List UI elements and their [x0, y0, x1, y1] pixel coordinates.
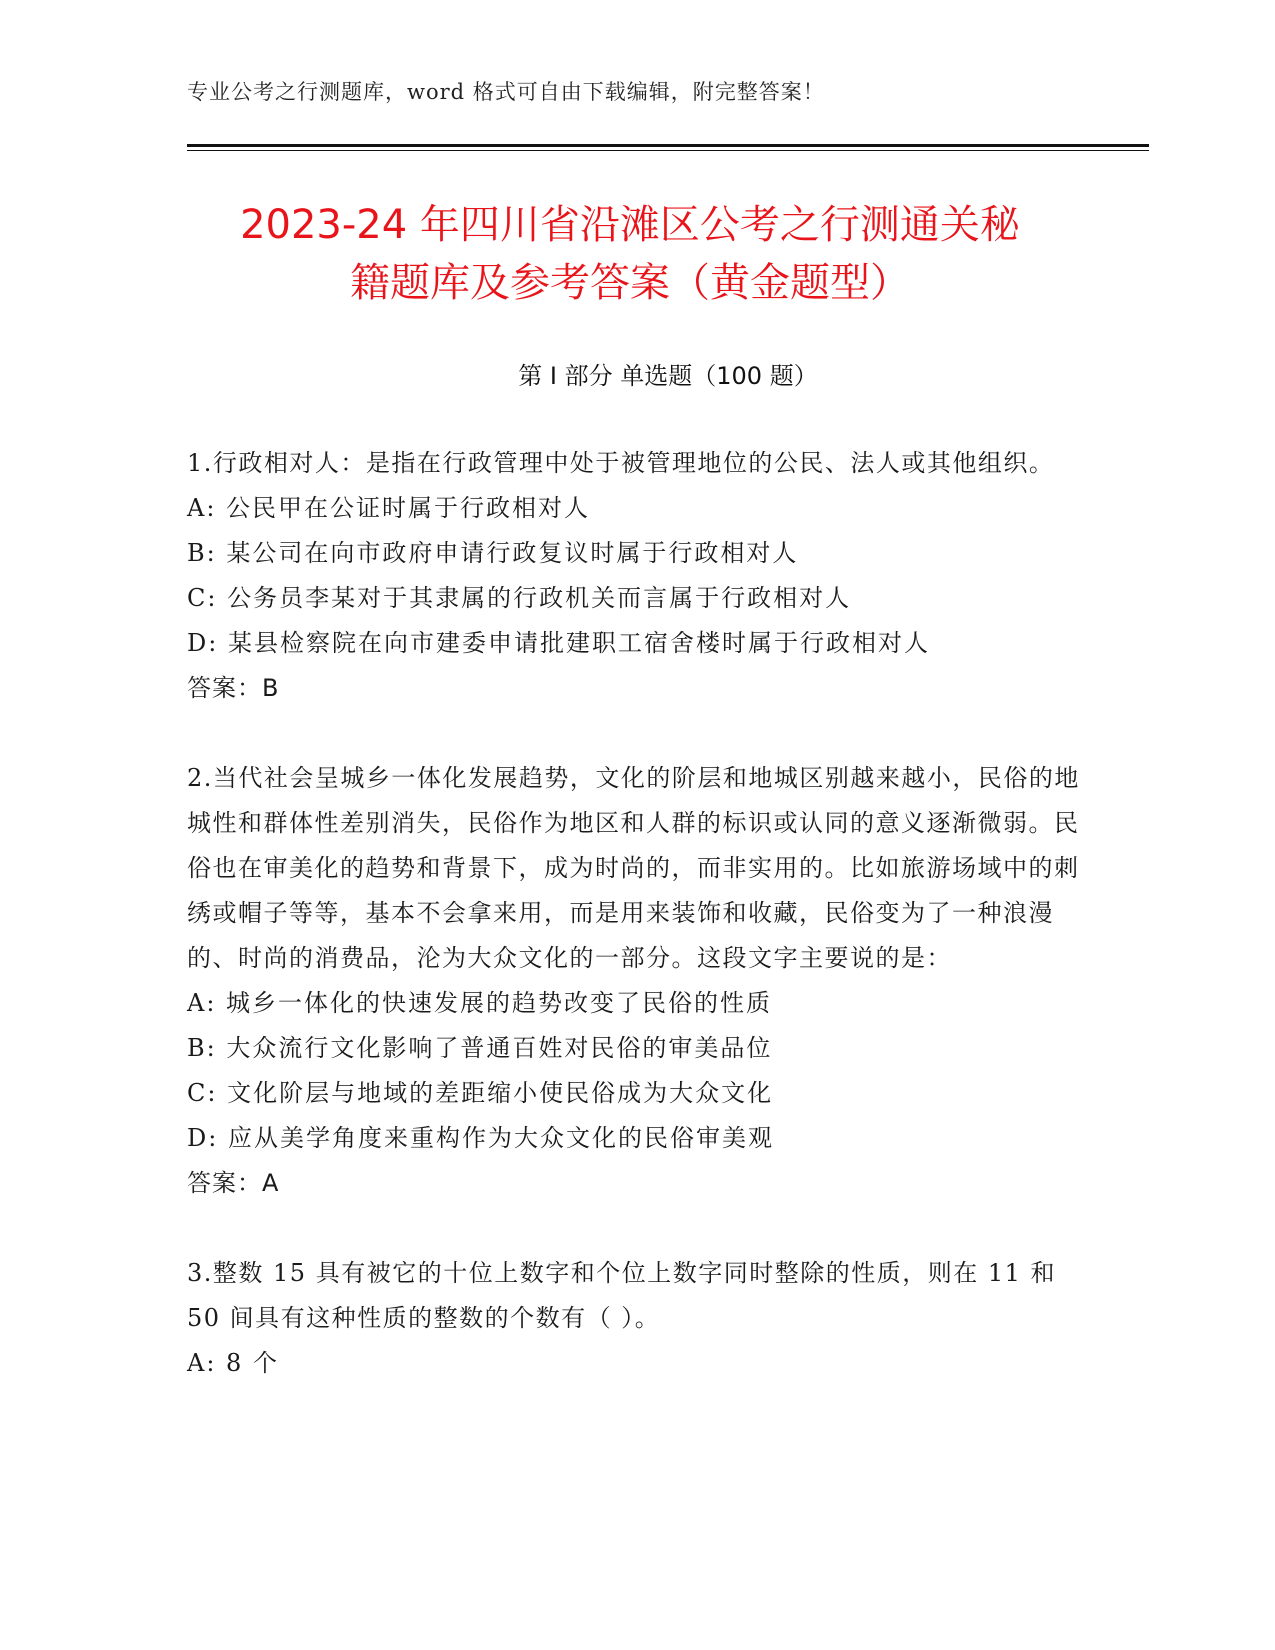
option-a: A: 公民甲在公证时属于行政相对人 [187, 494, 591, 522]
question-stem: 1.行政相对人：是指在行政管理中处于被管理地位的公民、法人或其他组织。 [187, 449, 1055, 477]
option-a: A: 城乡一体化的快速发展的趋势改变了民俗的性质 [187, 989, 773, 1017]
question-stem: 3.整数 15 具有被它的十位上数字和个位上数字同时整除的性质，则在 11 和 50 间具有这种性质的整数的个数有（ ）。 [187, 1259, 1056, 1332]
header-divider-thin [187, 150, 1149, 151]
question-3 [187, 1251, 1087, 1386]
option-a: A: 8 个 [187, 1349, 279, 1377]
question-stem: 2.当代社会呈城乡一体化发展趋势，文化的阶层和地城区别越来越小，民俗的地城性和群体性差别消失，民俗作为地区和人群的标识或认同的意义逐渐微弱。民俗也在审美化的趋势和背景下，成为时尚的，而非实用的。比如旅游场域中的刺绣或帽子等等，基本不会拿来用，而是用来装饰和收藏，民俗变为了一种浪漫的、时尚的消费品，沦为大众文化的一部分。这段文字主要说的是： [187, 764, 1080, 972]
question-list [187, 441, 1087, 1431]
answer: 答案：A [187, 1169, 280, 1197]
option-b: B: 某公司在向市政府申请行政复议时属于行政相对人 [187, 539, 799, 567]
option-b: B: 大众流行文化影响了普通百姓对民俗的审美品位 [187, 1034, 773, 1062]
question-2 [187, 756, 1087, 1206]
header-divider-thick [187, 144, 1149, 147]
answer: 答案：B [187, 674, 280, 702]
option-c: C: 文化阶层与地域的差距缩小使民俗成为大众文化 [187, 1079, 774, 1107]
option-c: C: 公务员李某对于其隶属的行政机关而言属于行政相对人 [187, 584, 852, 612]
document-title-line-2: 籍题库及参考答案（黄金题型） [350, 260, 910, 306]
option-d: D: 应从美学角度来重构作为大众文化的民俗审美观 [187, 1124, 774, 1152]
section-title: 第 I 部分 单选题（100 题） [518, 362, 818, 390]
option-d: D: 某县检察院在向市建委申请批建职工宿舍楼时属于行政相对人 [187, 629, 930, 657]
header-note: 专业公考之行测题库，word 格式可自由下载编辑，附完整答案！ [187, 80, 825, 104]
document-title-line-1: 2023-24 年四川省沿滩区公考之行测通关秘 [240, 202, 1020, 248]
question-1 [187, 441, 1087, 711]
document-title [160, 196, 1100, 312]
